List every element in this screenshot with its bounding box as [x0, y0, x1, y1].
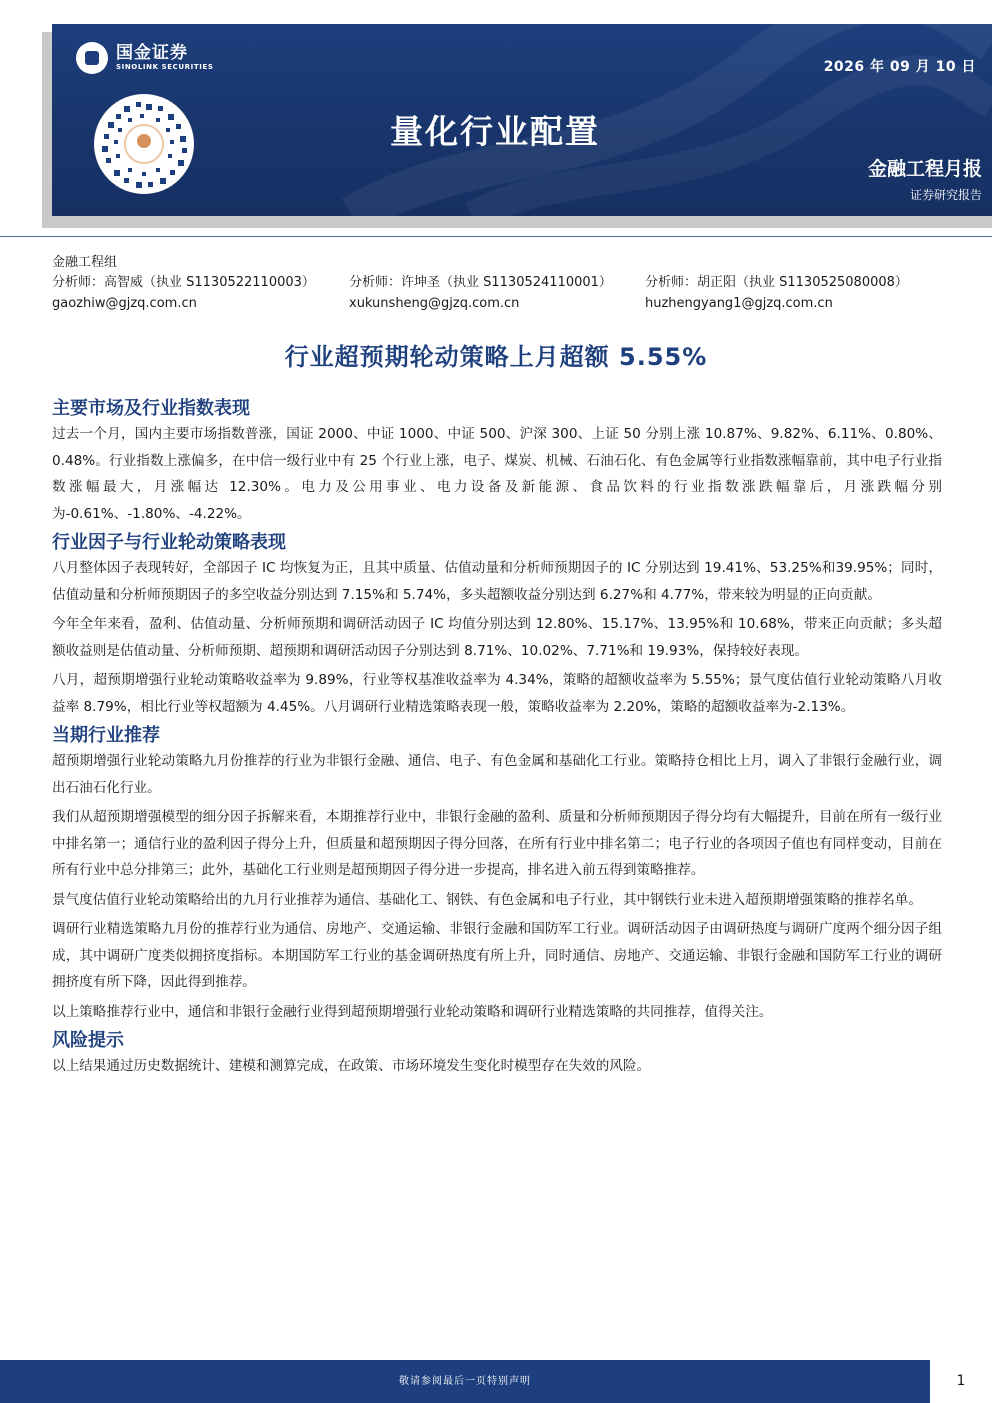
analyst-3: [645, 272, 908, 314]
section-title: 风险提示: [52, 1030, 124, 1051]
paragraph: 我们从超预期增强模型的细分因子拆解来看，本期推荐行业中，非银行金融的盈利、质量和分析师预期因子得分均有大幅提升，目前在所有一级行业中排名第一；通信行业的盈利因子得分上升，但质量和超预期因子得分回落，在所有行业中排名第二；电子行业的各项因子值也有同样变动，目前在所有行业中总分排第三；此外，基础化工行业则是超预期因子得分进一步提高，排名进入前五得到策略推荐。: [52, 809, 942, 878]
section-risk: [52, 1028, 942, 1080]
analyst-email: gaozhiw@gjzq.com.cn: [52, 296, 197, 311]
footer-disclaimer-note: 敬请参阅最后一页特别声明: [399, 1376, 531, 1387]
brand-name-cn: 国金证券: [116, 43, 188, 63]
logo-icon: [76, 42, 108, 74]
analyst-line: 分析师：许坤圣（执业 S1130524110001）: [349, 275, 612, 290]
brand-logo: [76, 42, 213, 74]
section-factors: [52, 530, 942, 720]
paragraph: 以上策略推荐行业中，通信和非银行金融行业得到超预期增强行业轮动策略和调研行业精选策略的共同推荐，值得关注。: [52, 1003, 773, 1020]
report-type: 金融工程月报: [867, 158, 982, 180]
page-number: 1: [956, 1373, 966, 1389]
paragraph: 八月，超预期增强行业轮动策略收益率为 9.89%，行业等权基准收益率为 4.34%，策略的超额收益率为 5.55%；景气度估值行业轮动策略八月收益率 8.79%，相比行业等权超额为 4.45%。八月调研行业精选策略表现一般，策略收益率为 2.20%，策略的超额收益率为-2.13%。: [52, 672, 942, 715]
section-market: [52, 396, 942, 527]
header-banner: [52, 24, 992, 216]
paragraph: 超预期增强行业轮动策略九月份推荐的行业为非银行金融、通信、电子、有色金属和基础化工行业。策略持仓相比上月，调入了非银行金融行业，调出石油石化行业。: [52, 753, 942, 796]
section-title: 行业因子与行业轮动策略表现: [52, 532, 286, 553]
paragraph: 今年全年来看，盈利、估值动量、分析师预期和调研活动因子 IC 均值分别达到 12.80%、15.17%、13.95%和 10.68%，带来正向贡献；多头超额收益则是估值动量、分析师预期、超预期和调研活动因子分别达到 8.71%、10.02%、7.71%和 19.93%，保持较好表现。: [52, 616, 942, 659]
analyst-1: [52, 272, 315, 314]
analyst-email: xukunsheng@gjzq.com.cn: [349, 296, 520, 311]
brand-name-en: SINOLINK SECURITIES: [116, 63, 214, 71]
section-title: 主要市场及行业指数表现: [52, 398, 250, 419]
section-recommendation: [52, 723, 942, 1025]
report-title: 量化行业配置: [390, 112, 600, 151]
qr-code-icon: [94, 94, 194, 194]
analyst-line: 分析师：高智威（执业 S1130522110003）: [52, 275, 315, 290]
report-date: 2026 年 09 月 10 日: [823, 59, 976, 75]
analyst-line: 分析师：胡正阳（执业 S1130525080008）: [645, 275, 908, 290]
paragraph: 以上结果通过历史数据统计、建模和测算完成，在政策、市场环境发生变化时模型存在失效的风险。: [52, 1058, 651, 1074]
team-name: 金融工程组: [52, 255, 118, 270]
paragraph: 过去一个月，国内主要市场指数普涨，国证 2000、中证 1000、中证 500、沪深 300、上证 50 分别上涨 10.87%、9.82%、6.11%、0.80%、0.48%。行业指数上涨偏多，在中信一级行业中有 25 个行业上涨，电子、煤炭、机械、石油石化、有色金属等行业指数涨幅靠前，其中电子行业指数涨幅最大，月涨幅达 12.30%。电力及公用事业、电力设备及新能源、食品饮料的行业指数涨跌幅靠后，月涨跌幅分别为-0.61%、-1.80%、-4.22%。: [52, 426, 942, 522]
headline: 行业超预期轮动策略上月超额 5.55%: [284, 343, 708, 371]
report-subtitle: 证券研究报告: [909, 188, 982, 202]
report-body: [52, 396, 942, 1083]
analyst-2: [349, 272, 612, 314]
paragraph: 调研行业精选策略九月份的推荐行业为通信、房地产、交通运输、非银行金融和国防军工行业。调研活动因子由调研热度与调研广度两个细分因子组成，其中调研广度类似拥挤度指标。本期国防军工行业的基金调研热度有所上升，同时通信、房地产、交通运输、非银行金融和国防军工行业的调研拥挤度有所下降，因此得到推荐。: [52, 921, 942, 990]
analyst-email: huzhengyang1@gjzq.com.cn: [645, 296, 833, 311]
header-divider: [0, 236, 992, 237]
paragraph: 八月整体因子表现转好，全部因子 IC 均恢复为正，且其中质量、估值动量和分析师预期因子的 IC 分别达到 19.41%、53.25%和39.95%；同时，估值动量和分析师预期因子的多空收益分别达到 7.15%和 5.74%，多头超额收益分别达到 6.27%和 4.77%，带来较为明显的正向贡献。: [52, 560, 942, 603]
section-title: 当期行业推荐: [52, 725, 160, 746]
paragraph: 景气度估值行业轮动策略给出的九月行业推荐为通信、基础化工、钢铁、有色金属和电子行业，其中钢铁行业未进入超预期增强策略的推荐名单。: [52, 891, 922, 908]
